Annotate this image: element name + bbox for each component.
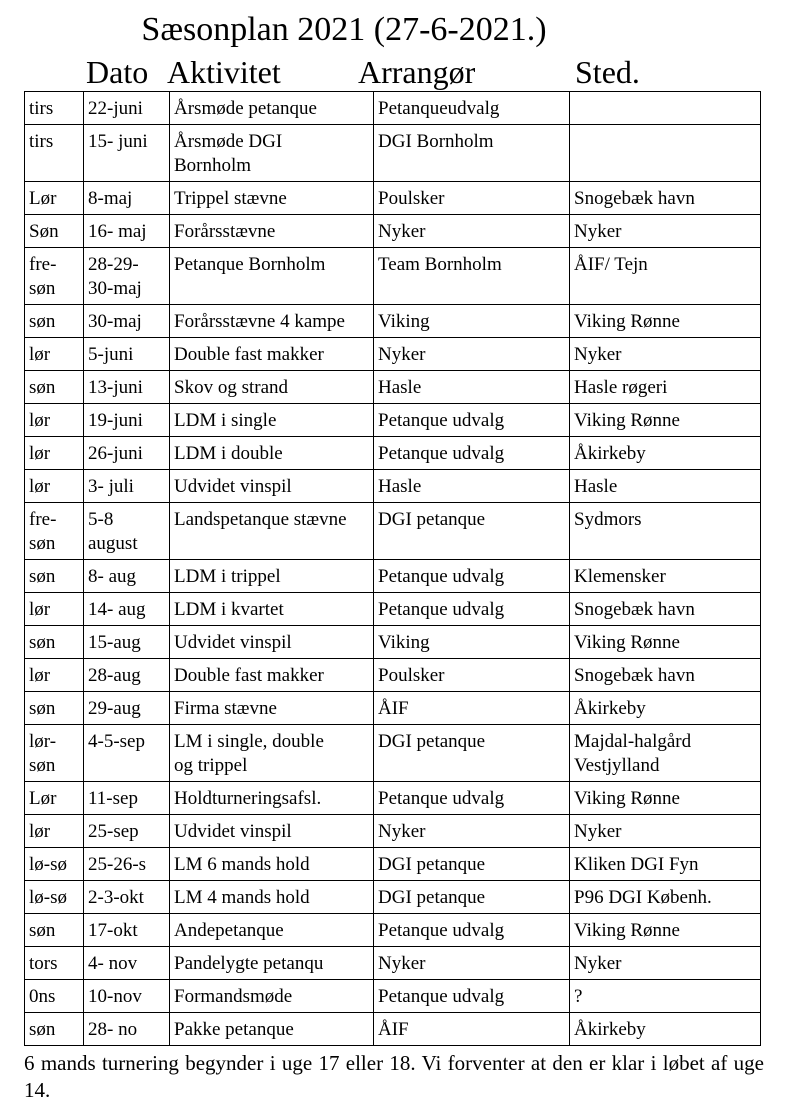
- table-row: [25, 503, 761, 560]
- cell-date: 4-5-sep: [84, 725, 170, 782]
- cell-organizer: Team Bornholm: [374, 248, 570, 305]
- cell-place: Nyker: [570, 815, 761, 848]
- cell-date: 25-sep: [84, 815, 170, 848]
- cell-place: [570, 125, 761, 182]
- cell-organizer: Petanque udvalg: [374, 404, 570, 437]
- cell-date: 26-juni: [84, 437, 170, 470]
- cell-organizer: DGI petanque: [374, 848, 570, 881]
- cell-organizer: Petanque udvalg: [374, 437, 570, 470]
- cell-activity: LM 6 mands hold: [170, 848, 374, 881]
- cell-day: søn: [25, 305, 84, 338]
- cell-date: 8-maj: [84, 182, 170, 215]
- cell-date: 10-nov: [84, 980, 170, 1013]
- cell-organizer: Nyker: [374, 947, 570, 980]
- cell-organizer: DGI petanque: [374, 881, 570, 914]
- table-row: [25, 782, 761, 815]
- cell-date: 3- juli: [84, 470, 170, 503]
- cell-day: lør: [25, 815, 84, 848]
- cell-date: 2-3-okt: [84, 881, 170, 914]
- cell-activity: Årsmøde petanque: [170, 92, 374, 125]
- cell-organizer: Nyker: [374, 338, 570, 371]
- cell-day: lø-sø: [25, 848, 84, 881]
- cell-date: 19-juni: [84, 404, 170, 437]
- cell-date: 15-aug: [84, 626, 170, 659]
- header-dato: Dato: [86, 54, 149, 90]
- cell-day: Søn: [25, 215, 84, 248]
- header-sted: Sted.: [575, 54, 640, 90]
- cell-place: Snogebæk havn: [570, 659, 761, 692]
- cell-organizer: DGI petanque: [374, 725, 570, 782]
- cell-activity: Udvidet vinspil: [170, 815, 374, 848]
- cell-day: lø-sø: [25, 881, 84, 914]
- table-row: [25, 980, 761, 1013]
- cell-activity: Holdturneringsafsl.: [170, 782, 374, 815]
- table-row: [25, 215, 761, 248]
- table-row: [25, 305, 761, 338]
- cell-place: Åkirkeby: [570, 692, 761, 725]
- table-row: [25, 92, 761, 125]
- cell-organizer: Viking: [374, 626, 570, 659]
- header-aktivitet: Aktivitet: [167, 54, 281, 90]
- cell-place: Snogebæk havn: [570, 182, 761, 215]
- cell-date: 29-aug: [84, 692, 170, 725]
- cell-activity: Forårsstævne: [170, 215, 374, 248]
- cell-day: lør: [25, 470, 84, 503]
- table-row: [25, 248, 761, 305]
- cell-day: lør: [25, 593, 84, 626]
- cell-activity: Double fast makker: [170, 338, 374, 371]
- cell-day: lør: [25, 437, 84, 470]
- cell-organizer: DGI petanque: [374, 503, 570, 560]
- cell-activity: Landspetanque stævne: [170, 503, 374, 560]
- table-row: [25, 560, 761, 593]
- cell-organizer: Petanque udvalg: [374, 980, 570, 1013]
- cell-organizer: Nyker: [374, 215, 570, 248]
- cell-date: 22-juni: [84, 92, 170, 125]
- cell-organizer: Poulsker: [374, 182, 570, 215]
- table-row: [25, 338, 761, 371]
- header-arrangor: Arrangør: [358, 54, 476, 90]
- cell-activity: Årsmøde DGI Bornholm: [170, 125, 374, 182]
- cell-date: 13-juni: [84, 371, 170, 404]
- cell-date: 16- maj: [84, 215, 170, 248]
- cell-organizer: Viking: [374, 305, 570, 338]
- cell-day: søn: [25, 692, 84, 725]
- table-row: [25, 371, 761, 404]
- cell-date: 15- juni: [84, 125, 170, 182]
- cell-activity: Firma stævne: [170, 692, 374, 725]
- table-row: [25, 881, 761, 914]
- table-row: [25, 848, 761, 881]
- cell-activity: Formandsmøde: [170, 980, 374, 1013]
- cell-date: 17-okt: [84, 914, 170, 947]
- cell-place: Hasle røgeri: [570, 371, 761, 404]
- cell-place: Majdal-halgård Vestjylland: [570, 725, 761, 782]
- cell-organizer: Petanqueudvalg: [374, 92, 570, 125]
- cell-day: søn: [25, 560, 84, 593]
- cell-activity: LDM i kvartet: [170, 593, 374, 626]
- cell-organizer: Petanque udvalg: [374, 782, 570, 815]
- cell-place: Sydmors: [570, 503, 761, 560]
- cell-day: tirs: [25, 92, 84, 125]
- cell-activity: Forårsstævne 4 kampe: [170, 305, 374, 338]
- cell-day: fre- søn: [25, 503, 84, 560]
- cell-day: søn: [25, 1013, 84, 1046]
- table-row: [25, 815, 761, 848]
- cell-activity: Skov og strand: [170, 371, 374, 404]
- cell-activity: Trippel stævne: [170, 182, 374, 215]
- column-headers: [0, 52, 788, 92]
- table-row: [25, 626, 761, 659]
- cell-place: Nyker: [570, 215, 761, 248]
- cell-activity: Pandelygte petanqu: [170, 947, 374, 980]
- cell-activity: Andepetanque: [170, 914, 374, 947]
- cell-date: 28-29- 30-maj: [84, 248, 170, 305]
- cell-date: 14- aug: [84, 593, 170, 626]
- cell-place: ?: [570, 980, 761, 1013]
- cell-activity: Pakke petanque: [170, 1013, 374, 1046]
- cell-place: Kliken DGI Fyn: [570, 848, 761, 881]
- cell-date: 25-26-s: [84, 848, 170, 881]
- cell-place: P96 DGI Københ.: [570, 881, 761, 914]
- cell-day: tors: [25, 947, 84, 980]
- table-row: [25, 437, 761, 470]
- cell-organizer: Nyker: [374, 815, 570, 848]
- cell-day: lør: [25, 338, 84, 371]
- table-row: [25, 593, 761, 626]
- season-plan-table: [24, 91, 761, 1046]
- cell-activity: Udvidet vinspil: [170, 626, 374, 659]
- cell-organizer: ÅIF: [374, 1013, 570, 1046]
- table-row: [25, 125, 761, 182]
- cell-date: 28- no: [84, 1013, 170, 1046]
- cell-activity: Udvidet vinspil: [170, 470, 374, 503]
- cell-day: tirs: [25, 125, 84, 182]
- cell-organizer: ÅIF: [374, 692, 570, 725]
- footnote: 6 mands turnering begynder i uge 17 eller 18. Vi forventer at den er klar i løbet af uge 14.: [24, 1051, 764, 1102]
- cell-organizer: Hasle: [374, 371, 570, 404]
- page-title: Sæsonplan 2021 (27-6-2021.): [141, 11, 547, 48]
- cell-day: søn: [25, 914, 84, 947]
- cell-day: søn: [25, 626, 84, 659]
- cell-activity: Double fast makker: [170, 659, 374, 692]
- cell-day: lør: [25, 659, 84, 692]
- cell-day: lør: [25, 404, 84, 437]
- cell-activity: LM 4 mands hold: [170, 881, 374, 914]
- cell-place: Åkirkeby: [570, 437, 761, 470]
- cell-place: Viking Rønne: [570, 782, 761, 815]
- cell-activity: LDM i single: [170, 404, 374, 437]
- cell-activity: LDM i double: [170, 437, 374, 470]
- cell-date: 30-maj: [84, 305, 170, 338]
- cell-place: Viking Rønne: [570, 914, 761, 947]
- table-row: [25, 659, 761, 692]
- table-row: [25, 404, 761, 437]
- cell-place: Hasle: [570, 470, 761, 503]
- table-row: [25, 947, 761, 980]
- cell-place: Klemensker: [570, 560, 761, 593]
- cell-place: Viking Rønne: [570, 404, 761, 437]
- table-row: [25, 914, 761, 947]
- table-row: [25, 725, 761, 782]
- cell-day: lør- søn: [25, 725, 84, 782]
- cell-organizer: Hasle: [374, 470, 570, 503]
- cell-place: Åkirkeby: [570, 1013, 761, 1046]
- cell-place: [570, 92, 761, 125]
- cell-place: Nyker: [570, 338, 761, 371]
- cell-place: Snogebæk havn: [570, 593, 761, 626]
- cell-date: 4- nov: [84, 947, 170, 980]
- cell-date: 5-8 august: [84, 503, 170, 560]
- table-row: [25, 182, 761, 215]
- cell-place: ÅIF/ Tejn: [570, 248, 761, 305]
- cell-organizer: Petanque udvalg: [374, 914, 570, 947]
- cell-day: 0ns: [25, 980, 84, 1013]
- cell-date: 5-juni: [84, 338, 170, 371]
- cell-place: Nyker: [570, 947, 761, 980]
- cell-place: Viking Rønne: [570, 305, 761, 338]
- cell-place: Viking Rønne: [570, 626, 761, 659]
- cell-organizer: Petanque udvalg: [374, 593, 570, 626]
- cell-organizer: Poulsker: [374, 659, 570, 692]
- cell-activity: Petanque Bornholm: [170, 248, 374, 305]
- table-row: [25, 470, 761, 503]
- cell-day: søn: [25, 371, 84, 404]
- cell-day: Lør: [25, 182, 84, 215]
- cell-activity: LM i single, double og trippel: [170, 725, 374, 782]
- cell-activity: LDM i trippel: [170, 560, 374, 593]
- cell-date: 28-aug: [84, 659, 170, 692]
- table-row: [25, 692, 761, 725]
- cell-day: Lør: [25, 782, 84, 815]
- table-row: [25, 1013, 761, 1046]
- cell-day: fre- søn: [25, 248, 84, 305]
- cell-organizer: DGI Bornholm: [374, 125, 570, 182]
- cell-date: 11-sep: [84, 782, 170, 815]
- cell-date: 8- aug: [84, 560, 170, 593]
- cell-organizer: Petanque udvalg: [374, 560, 570, 593]
